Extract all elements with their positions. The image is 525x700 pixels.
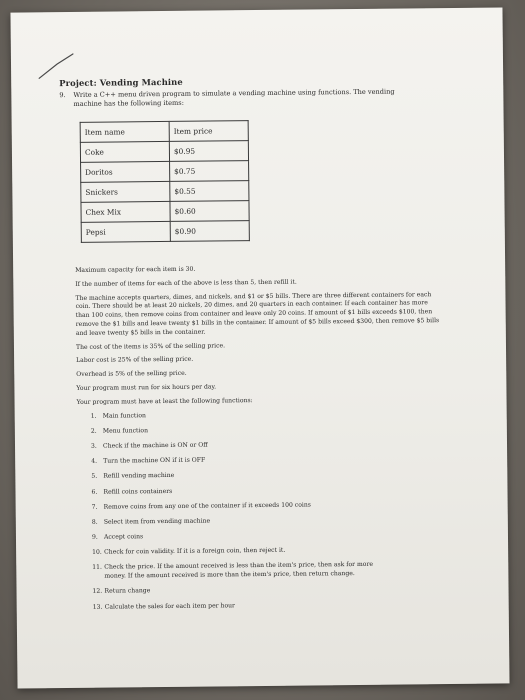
list-number: 12. [92,588,103,596]
paragraph: Your program must have at least the following functions: [76,396,253,406]
table-header-cell: Item price [169,121,248,142]
paragraph: Overhead is 5% of the selling price. [76,369,187,379]
document-title: Project: Vending Machine [59,76,183,89]
paragraph: If the number of items for each of the above is less than 5, then refill it. [75,278,297,288]
question-text [59,87,409,109]
table-header-row [80,121,248,143]
table-row [81,201,249,223]
list-item [92,500,443,512]
list-number: 8. [91,518,98,526]
paragraph: Maximum capacity for each item is 30. [75,265,196,274]
table-row [81,161,249,183]
list-text-continued: money. If the amount received is more than the item's price, then return change. [104,570,355,580]
items-table [80,120,250,243]
list-number: 6. [91,488,98,496]
question-line-2: machine has the following items: [73,98,184,108]
list-text: Check the price. If the amount received is less than the item's price, then ask for more [104,561,374,572]
list-text: Check if the machine is ON or Off [102,441,208,450]
paper-sheet [10,7,509,688]
list-item [91,439,442,451]
table-cell: Coke [80,141,169,162]
list-text: Check for coin validity. If it is a foreign coin, then reject it. [104,546,286,556]
table-cell: $0.95 [169,141,248,162]
requirements-text [75,263,444,619]
list-item [92,530,443,542]
list-text: Calculate the sales for each item per hour [104,601,235,611]
paragraph: The machine accepts quarters, dimes, and nickels, and $1 or $5 bills. There are three different containers for each coin. There should be at least 20 nickels, 20 dimes, and 20 quarters in each container. If each container has more than 100 coins, then remove coins from container and leave only 20 coins. If amount of $1 bills exceeds $100, then remove the $1 bills and leave twenty $1 bills in the container. If amount of $5 bills exceed $300, then remove $5 bills and leave twenty $5 bills in the container. [75,290,440,337]
table-cell: Snickers [81,181,170,202]
list-number: 9. [91,533,98,541]
table-cell: $0.60 [170,201,249,222]
table-cell: $0.75 [170,161,249,182]
list-item [92,545,443,557]
list-item [92,515,443,527]
list-number: 3. [90,442,97,450]
list-item [93,585,444,597]
list-text: Menu function [102,426,149,435]
list-item [91,424,442,436]
list-number: 2. [90,427,97,435]
list-text: Return change [104,587,151,596]
list-number: 13. [92,603,103,611]
list-number: 7. [91,503,98,511]
paragraph: Labor cost is 25% of the selling price. [76,356,194,365]
list-text: Select item from vending machine [103,517,211,526]
list-number: 5. [91,473,98,481]
table-header-cell: Item name [80,121,169,142]
list-text: Refill vending machine [103,472,175,480]
list-text: Refill coins containers [103,487,173,496]
list-item [92,561,443,582]
list-number: 11. [92,564,103,572]
list-number: 4. [91,457,98,465]
table-row [81,221,249,243]
list-text: Main function [102,411,146,420]
list-text: Turn the machine ON if it is OFF [103,456,206,465]
table-row [80,141,248,163]
paragraph: The cost of the items is 35% of the selling price. [75,341,226,351]
list-item [91,469,442,481]
list-number: 10. [92,548,102,557]
table-cell: Chex Mix [81,201,170,222]
question-number: 9. [59,91,66,100]
list-item [91,454,442,466]
list-item [91,485,442,497]
list-item [93,600,444,612]
table-cell: Pepsi [81,221,170,242]
functions-list [77,409,444,613]
paragraph: Your program must run for six hours per day. [76,383,217,392]
list-item [91,409,442,421]
list-text: Remove coins from any one of the container if it exceeds 100 coins [103,501,311,511]
table-cell: $0.55 [170,181,249,202]
list-text: Accept coins [103,533,144,541]
table-row [81,181,249,203]
list-number: 1. [90,412,97,420]
question-line-1: Write a C++ menu driven program to simulate a vending machine using functions. The vending [73,87,395,99]
table-cell: Doritos [81,161,170,182]
table-cell: $0.90 [170,221,249,242]
